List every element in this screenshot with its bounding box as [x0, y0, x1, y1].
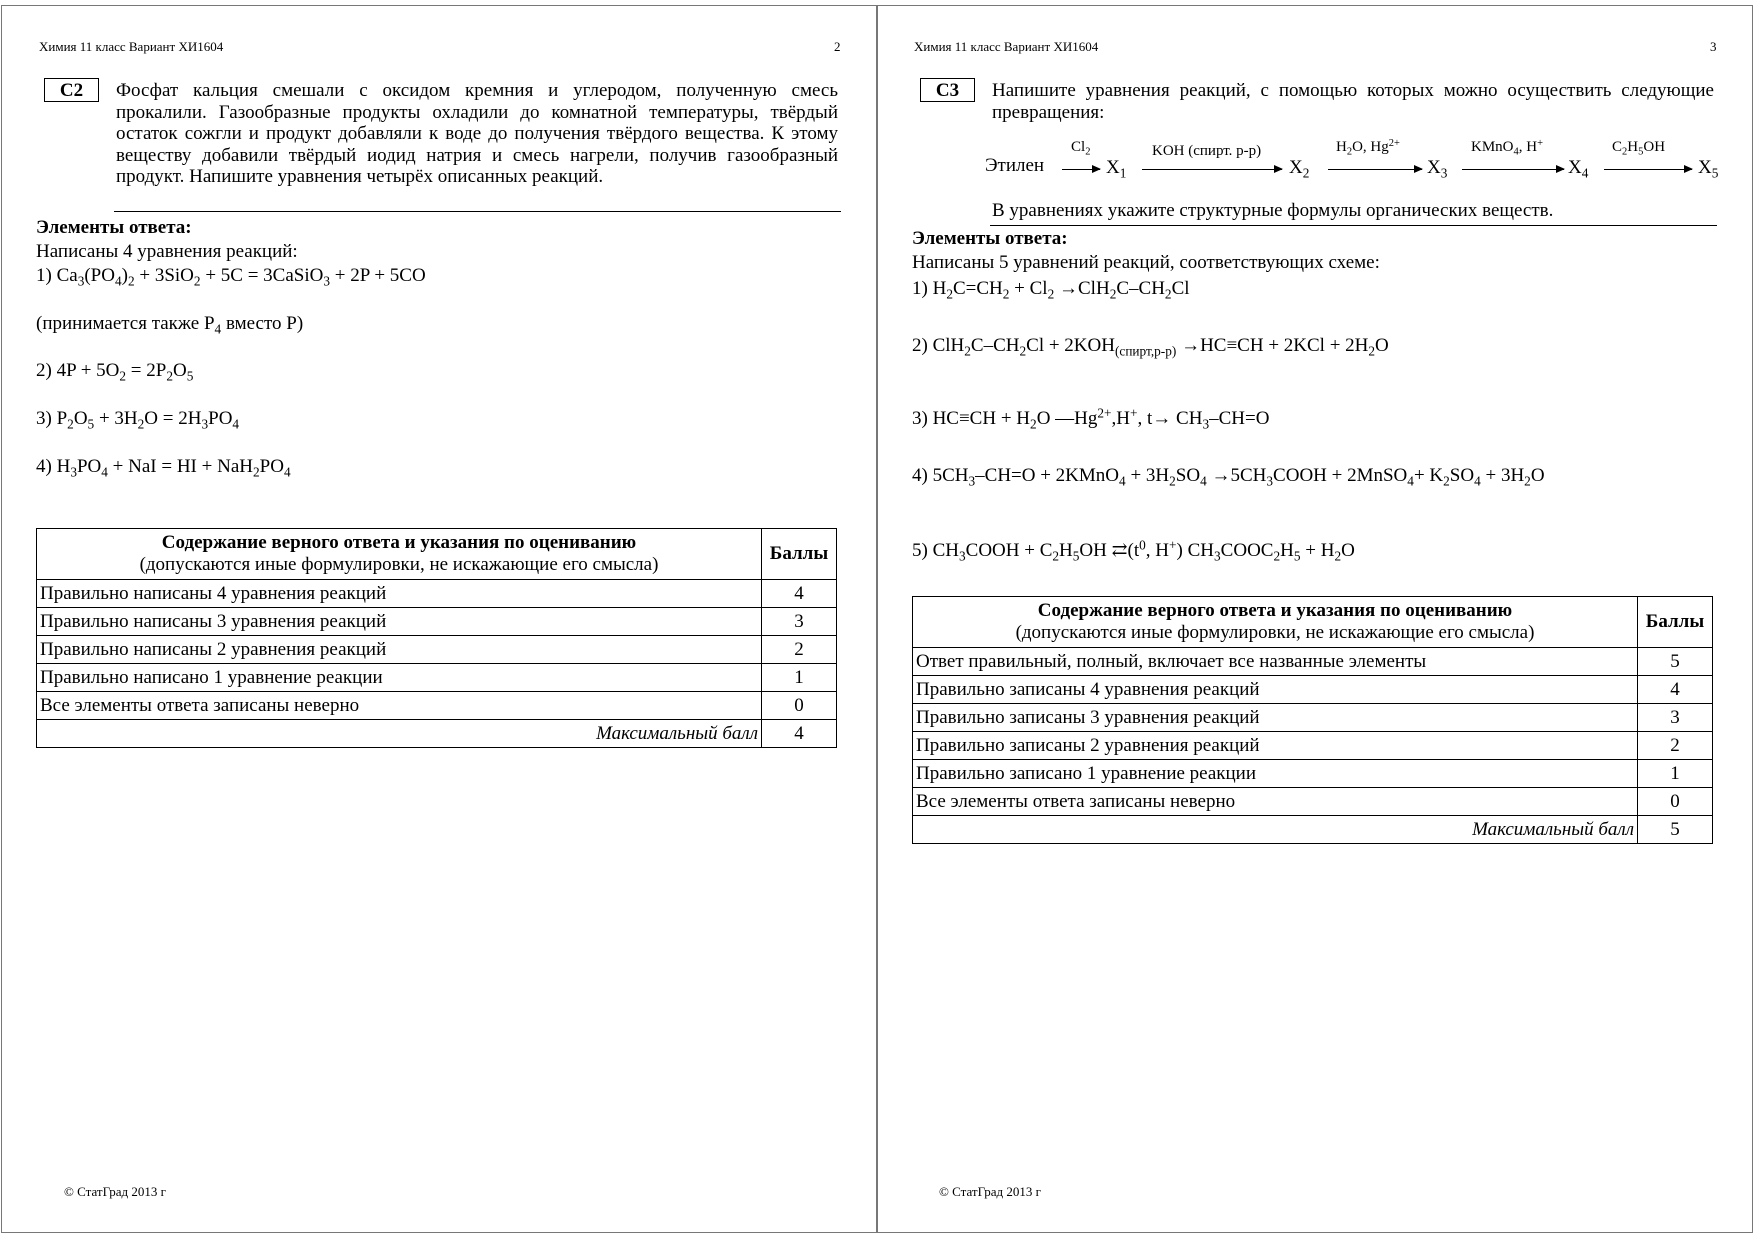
page-header: Химия 11 класс Вариант ХИ1604 [39, 39, 224, 54]
scoring-table [912, 596, 1713, 844]
equation-4: 4) $H_3PO_4$ + NaI = HI + $NaH_2PO_4$ [36, 456, 291, 480]
page-left [1, 5, 877, 1233]
scheme-x1: $X_1$ [1106, 157, 1127, 181]
table-header-row [37, 529, 837, 580]
page-right [877, 5, 1753, 1233]
equation-1: 1) $Ca_3(PO_4)_2 + 3SiO_2 + 5C$ = 3CaSiO$_3$ + 2P + 5CO [36, 265, 426, 289]
points-header: Баллы [762, 529, 837, 580]
equation-2: 2) $ClH_2C-CH_2Cl + 2KOH_{(спирт,р-р)} \to HC\equiv CH + 2KCl + 2H_2O$ [912, 335, 1389, 359]
equation-1: 1) $H_2C=CH_2 + Cl_2 \to ClH_2C-CH_2Cl$ [912, 278, 1190, 302]
page-number: 3 [1710, 39, 1717, 54]
divider [990, 225, 1717, 226]
equation-2: 2) $4P + 5O_2 = 2P_2O_5$ [36, 360, 194, 384]
table-header-row [913, 597, 1713, 648]
arrow-icon [1328, 169, 1422, 170]
row-points: 1 [762, 664, 837, 692]
instruction: В уравнениях укажите структурные формулы органических веществ. [992, 200, 1554, 221]
row-text: Правильно написано 1 уравнение реакции [37, 664, 762, 692]
scheme-x2: $X_2$ [1289, 157, 1310, 181]
criteria-header-title: Содержание верного ответа и указания по оцениванию [161, 532, 637, 553]
task-label-c3: С3 [920, 78, 975, 102]
table-row [37, 608, 837, 636]
row-text: Правильно записаны 2 уравнения реакций [913, 732, 1638, 760]
page-footer: © СтатГрад 2013 г [64, 1184, 166, 1199]
row-text: Все элементы ответа записаны неверно [37, 692, 762, 720]
row-points: 3 [762, 608, 837, 636]
scheme-reagent-1: $Cl_2$ [1071, 139, 1091, 158]
scheme-reagent-5: $C_2H_5OH$ [1612, 139, 1666, 158]
row-points: 0 [762, 692, 837, 720]
row-text: Правильно записано 1 уравнение реакции [913, 760, 1638, 788]
row-points: 4 [1638, 676, 1713, 704]
task-text-c2: Фосфат кальция смешали с оксидом кремния и углеродом, полученную смесь прокалили. Газообразные продукты охладили до комнатной температуры, твёрдый остаток сожгли и продукт добавляли к воде до получения твёрдого вещества. К этому веществу добавили твёрдый иодид натрия и смесь нагрели, получив газообразный продукт. Напишите уравнения четырёх описанных реакций. [116, 80, 838, 187]
row-text: Правильно записаны 3 уравнения реакций [913, 704, 1638, 732]
scheme-x3: $X_3$ [1427, 157, 1448, 181]
task-text-c3: Напишите уравнения реакций, с помощью которых можно осуществить следующие превращения: [992, 80, 1714, 123]
criteria-header-note: (допускаются иные формулировки, не искажающие его смысла) [1015, 622, 1535, 643]
criteria-header [913, 597, 1638, 648]
table-row [913, 648, 1713, 676]
row-text: Правильно написаны 4 уравнения реакций [37, 580, 762, 608]
divider [114, 211, 841, 212]
scoring-table [36, 528, 837, 748]
arrow-icon [1062, 169, 1100, 170]
elements-intro: Написаны 5 уравнений реакций, соответствующих схеме: [912, 252, 1380, 273]
row-text: Правильно записаны 4 уравнения реакций [913, 676, 1638, 704]
table-row [913, 788, 1713, 816]
page-header: Химия 11 класс Вариант ХИ1604 [914, 39, 1099, 54]
scheme-x5: $X_5$ [1698, 157, 1719, 181]
equation-3: 3) $P_2O_5 + 3H_2O = 2H_3PO_4$ [36, 408, 240, 432]
equation-3: 3) $HC\equiv CH + H_2O$ $—Hg^{2+},H^+$, $t\to CH_3-CH=O$ [912, 405, 1270, 432]
scheme-start: Этилен [985, 155, 1045, 176]
table-row [913, 760, 1713, 788]
max-points: 5 [1638, 816, 1713, 844]
row-points: 0 [1638, 788, 1713, 816]
max-label: Максимальный балл [37, 720, 762, 748]
max-row [37, 720, 837, 748]
page-number: 2 [834, 39, 841, 54]
elements-title: Элементы ответа: [912, 228, 1068, 249]
elements-title: Элементы ответа: [36, 217, 192, 238]
scheme-reagent-4: KMnO$_4$, H+ [1471, 137, 1544, 158]
row-text: Правильно написаны 3 уравнения реакций [37, 608, 762, 636]
row-text: Ответ правильный, полный, включает все названные элементы [913, 648, 1638, 676]
arrow-icon [1604, 169, 1692, 170]
max-points: 4 [762, 720, 837, 748]
table-row [913, 732, 1713, 760]
task-label-c2: С2 [44, 78, 99, 102]
row-text: Все элементы ответа записаны неверно [913, 788, 1638, 816]
row-points: 2 [762, 636, 837, 664]
criteria-header-title: Содержание верного ответа и указания по оцениванию [1037, 600, 1513, 621]
scheme-reagent-3: $H_2O$, $Hg^{2+}$ [1336, 137, 1400, 158]
table-row [37, 664, 837, 692]
table-row [37, 580, 837, 608]
table-row [37, 636, 837, 664]
max-label: Максимальный балл [913, 816, 1638, 844]
max-row [913, 816, 1713, 844]
elements-intro: Написаны 4 уравнения реакций: [36, 241, 298, 262]
arrow-icon [1142, 169, 1282, 170]
table-row [913, 676, 1713, 704]
equation-5: 5) $CH_3COOH + C_2H_5OH$ $⇄(t^0$, H+) $CH_3COOC_2H_5 + H_2O$ [912, 537, 1355, 564]
scheme-x4: $X_4$ [1568, 157, 1589, 181]
row-text: Правильно написаны 2 уравнения реакций [37, 636, 762, 664]
table-row [913, 704, 1713, 732]
equation-4: 4) $5CH_3-CH=O$ + 2KMnO$_4$ + $3H_2SO_4$ $\to 5CH_3COOH$ + 2MnSO$_4$+ $K_2SO_4 + 3H_2O$ [912, 465, 1545, 489]
table-row [37, 692, 837, 720]
row-points: 4 [762, 580, 837, 608]
page-footer: © СтатГрад 2013 г [939, 1184, 1041, 1199]
row-points: 1 [1638, 760, 1713, 788]
points-header: Баллы [1638, 597, 1713, 648]
arrow-icon [1462, 169, 1564, 170]
criteria-header-note: (допускаются иные формулировки, не искажающие его смысла) [139, 554, 659, 575]
scheme-reagent-2: KOH (спирт. р-р) [1152, 143, 1262, 159]
row-points: 5 [1638, 648, 1713, 676]
row-points: 3 [1638, 704, 1713, 732]
criteria-header [37, 529, 762, 580]
row-points: 2 [1638, 732, 1713, 760]
note-p4: (принимается также $P_4$ вместо P) [36, 313, 304, 337]
